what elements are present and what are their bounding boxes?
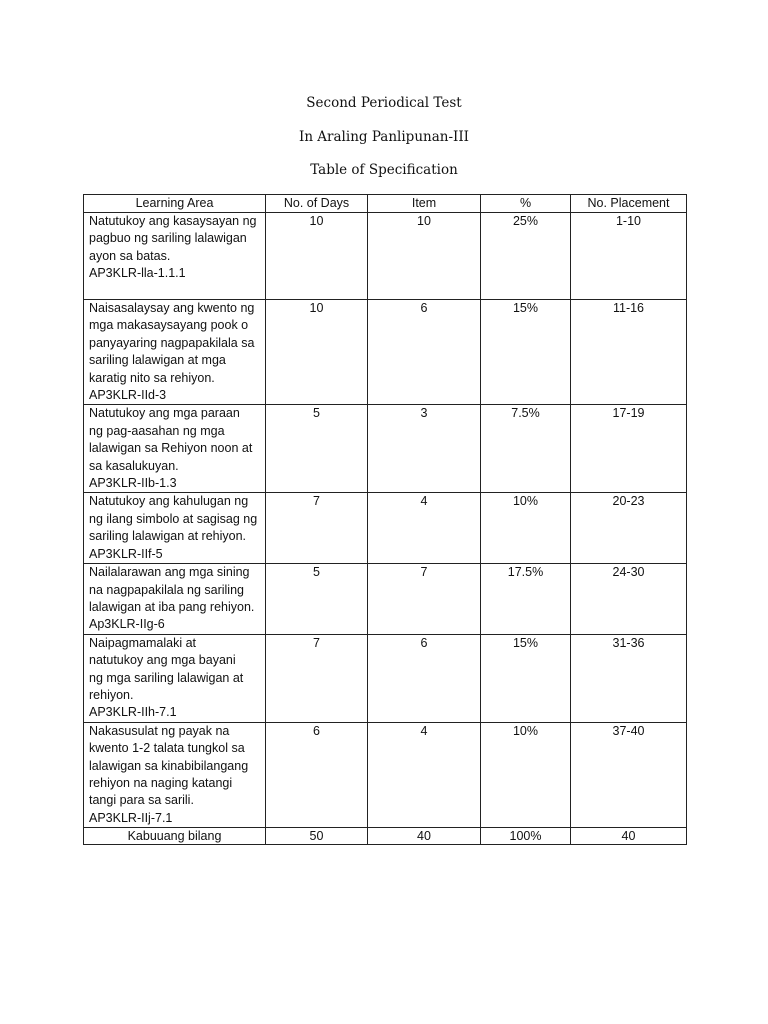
placement-cell: 24-30	[571, 564, 687, 635]
learning-area-line: Ap3KLR-IIg-6	[89, 617, 165, 632]
header-percent: %	[481, 195, 571, 213]
total-label-cell: Kabuuang bilang	[84, 828, 266, 845]
learning-area-line: lalawigan sa kinabibilangang	[89, 758, 249, 773]
learning-area-line: Natutukoy ang kahulugan ng	[89, 494, 249, 509]
learning-area-line: Nailalarawan ang mga sining	[89, 565, 250, 580]
table-row	[84, 300, 687, 405]
item-cell: 6	[368, 634, 481, 722]
learning-area-line: sariling lalawigan at mga	[89, 353, 226, 368]
header-learning-area: Learning Area	[84, 195, 266, 213]
learning-area-line: ng pag-aasahan ng mga	[89, 423, 225, 438]
days-cell: 10	[266, 213, 368, 300]
learning-area-line: natutukoy ang mga bayani	[89, 653, 236, 668]
days-cell: 7	[266, 634, 368, 722]
learning-area-line: ng ilang simbolo at sagisag ng	[89, 511, 258, 526]
placement-cell: 17-19	[571, 405, 687, 493]
specification-table	[83, 194, 687, 845]
learning-area-line: karatig nito sa rehiyon.	[89, 370, 215, 385]
table-title: Table of Specification	[310, 162, 458, 178]
learning-area-line: rehiyon na naging katangi	[89, 775, 233, 790]
table-row	[84, 213, 687, 300]
test-title: Second Periodical Test	[306, 95, 462, 111]
learning-area-cell	[84, 300, 266, 405]
learning-area-line: panyayaring nagpapakilala sa	[89, 335, 255, 350]
percent-cell: 10%	[481, 493, 571, 564]
percent-cell: 17.5%	[481, 564, 571, 635]
learning-area-line: Natutukoy ang kasaysayan ng	[89, 214, 257, 228]
placement-cell: 11-16	[571, 300, 687, 405]
item-cell: 6	[368, 300, 481, 405]
document-titles	[0, 93, 768, 194]
days-cell: 6	[266, 722, 368, 827]
learning-area-cell	[84, 213, 266, 300]
learning-area-cell	[84, 722, 266, 827]
item-cell: 10	[368, 213, 481, 300]
learning-area-line: AP3KLR-IIj-7.1	[89, 810, 173, 825]
percent-cell: 15%	[481, 634, 571, 722]
learning-area-line: lalawigan at iba pang rehiyon.	[89, 599, 255, 614]
days-cell: 7	[266, 493, 368, 564]
placement-cell: 20-23	[571, 493, 687, 564]
item-cell: 4	[368, 493, 481, 564]
learning-area-line: sa kasalukuyan.	[89, 458, 179, 473]
learning-area-line: Nakasusulat ng payak na	[89, 723, 230, 738]
table-row	[84, 634, 687, 722]
placement-cell: 31-36	[571, 634, 687, 722]
learning-area-line: ng mga sariling lalawigan at	[89, 670, 244, 685]
learning-area-cell	[84, 493, 266, 564]
percent-cell: 7.5%	[481, 405, 571, 493]
learning-area-line: rehiyon.	[89, 687, 134, 702]
total-days-cell: 50	[266, 828, 368, 845]
learning-area-line: AP3KLR-IIf-5	[89, 546, 163, 561]
learning-area-line: Naipagmamalaki at	[89, 635, 196, 650]
learning-area-line: na nagpapakilala ng sariling	[89, 582, 244, 597]
learning-area-cell	[84, 564, 266, 635]
table-row	[84, 564, 687, 635]
learning-area-line: pagbuo ng sariling lalawigan	[89, 231, 247, 246]
total-percent-cell: 100%	[481, 828, 571, 845]
total-row	[84, 828, 687, 845]
header-item: Item	[368, 195, 481, 213]
learning-area-line: kwento 1-2 talata tungkol sa	[89, 741, 245, 756]
total-item-cell: 40	[368, 828, 481, 845]
days-cell: 5	[266, 405, 368, 493]
learning-area-line: AP3KLR-lla-1.1.1	[89, 266, 186, 281]
learning-area-line: Natutukoy ang mga paraan	[89, 406, 240, 421]
learning-area-line: lalawigan sa Rehiyon noon at	[89, 441, 253, 456]
learning-area-line: AP3KLR-IIb-1.3	[89, 476, 177, 491]
item-cell: 3	[368, 405, 481, 493]
learning-area-line: Naisasalaysay ang kwento ng	[89, 301, 255, 315]
percent-cell: 15%	[481, 300, 571, 405]
total-placement-cell: 40	[571, 828, 687, 845]
header-placement: No. Placement	[571, 195, 687, 213]
header-days: No. of Days	[266, 195, 368, 213]
days-cell: 10	[266, 300, 368, 405]
learning-area-line: sariling lalawigan at rehiyon.	[89, 529, 247, 544]
learning-area-line: AP3KLR-IId-3	[89, 388, 167, 403]
table-row	[84, 493, 687, 564]
learning-area-cell	[84, 405, 266, 493]
learning-area-line: ayon sa batas.	[89, 248, 171, 263]
learning-area-line: mga makasaysayang pook o	[89, 318, 249, 333]
placement-cell: 1-10	[571, 213, 687, 300]
learning-area-cell	[84, 634, 266, 722]
item-cell: 7	[368, 564, 481, 635]
learning-area-line: AP3KLR-IIh-7.1	[89, 705, 177, 720]
table-row	[84, 722, 687, 827]
subject-title: In Araling Panlipunan-III	[298, 128, 470, 145]
placement-cell: 37-40	[571, 722, 687, 827]
table-row	[84, 405, 687, 493]
percent-cell: 25%	[481, 213, 571, 300]
learning-area-line: tangi para sa sarili.	[89, 793, 194, 808]
header-row	[84, 195, 687, 213]
item-cell: 4	[368, 722, 481, 827]
percent-cell: 10%	[481, 722, 571, 827]
days-cell: 5	[266, 564, 368, 635]
